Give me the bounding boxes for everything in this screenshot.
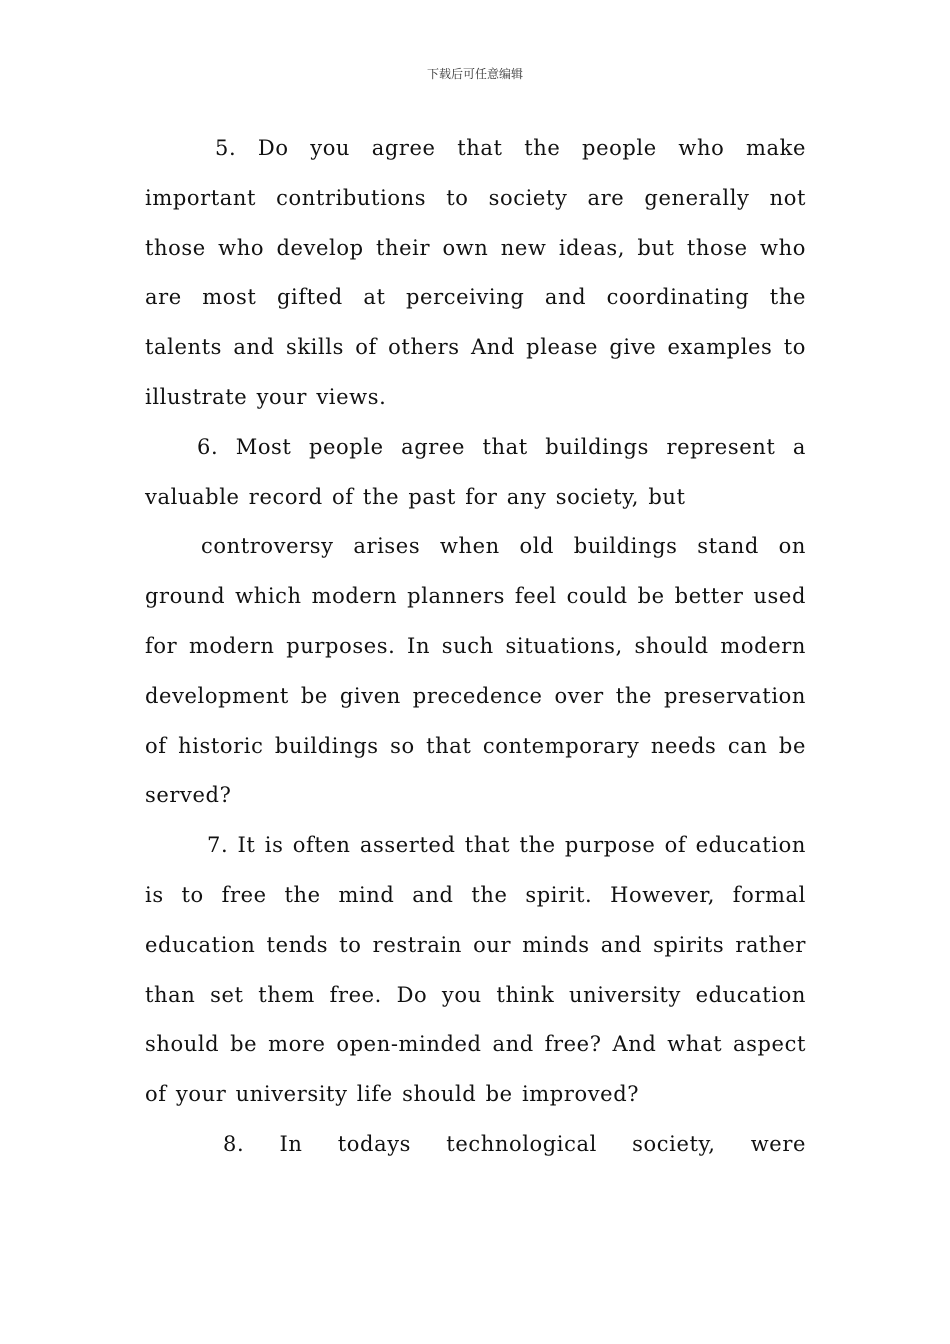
document-body	[145, 124, 806, 1170]
paragraph-question-8: 8. In todays technological society, were	[223, 1131, 806, 1156]
page-header: 下载后可任意编辑	[426, 67, 523, 81]
paragraph-question-6: 6. Most people agree that buildings represent a valuable record of the past for any society, but	[145, 434, 806, 509]
paragraph-question-5: 5. Do you agree that the people who make important contributions to society are generally not those who develop their own new ideas, but those who are most gifted at perceiving and coordinating the talents and skills of others And please give examples to illustrate your views.	[145, 136, 806, 409]
paragraph-question-7: 7. It is often asserted that the purpose of education is to free the mind and the spirit. However, formal education tends to restrain our minds and spirits rather than set them free. Do you think university education should be more open-minded and free? And what aspect of your university life should be improved?	[145, 833, 806, 1107]
paragraph-question-6-continued: controversy arises when old buildings stand on ground which modern planners feel could be better used for modern purposes. In such situations, should modern development be given precedence over the preservation of historic buildings so that contemporary needs can be served?	[145, 534, 806, 808]
